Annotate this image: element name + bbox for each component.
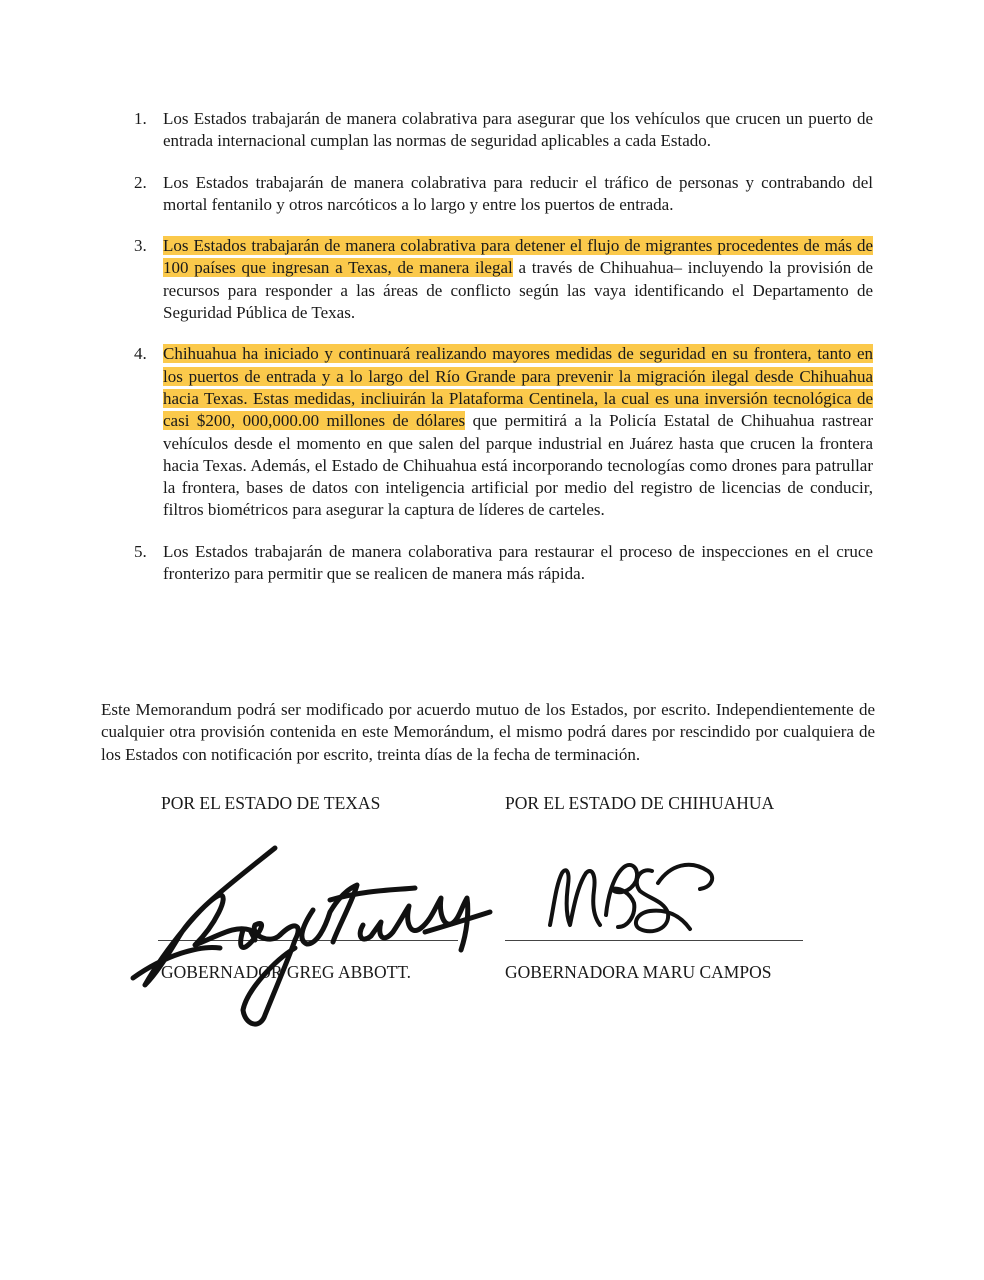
clause-text: Los Estados trabajarán de manera colabrativa para reducir el tráfico de personas y contrabando del mortal fentanilo y otros narcóticos a lo largo y entre los puertos de entrada. (163, 172, 873, 214)
closing-paragraph: Este Memorandum podrá ser modificado por acuerdo mutuo de los Estados, por escrito. Independientemente de cualquier otra provisión contenida en este Memorándum, el mismo podrá dares por rescindido por cualquiera de los Estados con notificación por escrito, treinta días de la fecha de terminación. (101, 700, 875, 764)
clause-number: 4. (134, 344, 147, 364)
abbott-signature-image (125, 840, 505, 1030)
clause-item-1 (134, 108, 876, 153)
clause-item-2 (134, 172, 876, 217)
clause-list (134, 108, 876, 604)
clause-text: a través de Chihuahua– incluyendo la provisión de recursos para responder a las áreas de conflicto según las vaya identificando el Departamento de Seguridad Pública de Texas. (163, 258, 873, 323)
clause-number: 3. (134, 236, 147, 256)
clause-number: 2. (134, 172, 147, 192)
texas-signer-name: GOBERNADOR GREG ABBOTT. (161, 962, 412, 982)
clause-text: que permitirá a la Policía Estatal de Chihuahua rastrear vehículos desde el momento en que salen del parque industrial en Juárez hasta que crucen la frontera hacia Texas. Además, el Estado de Chihuahua está incorporando tecnologías como drones para patrullar la frontera, bases de datos con inteligencia artificial por medio del registro de licencias de conducir, filtros biométricos para asegurar la captura de líderes de carteles. (163, 411, 874, 520)
clause-body (163, 235, 873, 324)
clause-item-3 (134, 235, 876, 324)
clause-number: 1. (134, 109, 147, 128)
clause-text: Los Estados trabajarán de manera colaborativa para restaurar el proceso de inspecciones en el cruce fronterizo para permitir que se realicen de manera más rápida. (163, 541, 873, 584)
clause-body (163, 343, 873, 521)
campos-signature-image (540, 845, 720, 945)
clause-item-4 (134, 343, 876, 521)
chihuahua-signer-name: GOBERNADORA MARU CAMPOS (505, 962, 772, 982)
highlighted-text: Los Estados trabajarán de manera colabrativa para detener el flujo de migrantes procedentes de más de 100 países que ingresan a Texas, de manera ilegal (163, 236, 873, 278)
highlighted-text: Chihuahua ha iniciado y continuará realizando mayores medidas de seguridad en su frontera, tanto en los puertos de entrada y a lo largo del Río Grande para prevenir la migración ilegal desde Chihuahua hacia Texas. Estas medidas, incliuirán la Plataforma Centinela, la cual es una inversión tecnológica de casi $200, 000,000.00 millones de dólares (163, 344, 873, 431)
clause-number: 5. (134, 541, 147, 561)
clause-item-5 (134, 541, 876, 586)
clause-text: Los Estados trabajarán de manera colabrativa para asegurar que los vehículos que crucen un puerto de entrada internacional cumplan las normas de seguridad aplicables a cada Estado. (163, 109, 873, 151)
texas-signature-title: POR EL ESTADO DE TEXAS (161, 793, 381, 813)
chihuahua-signature-title: POR EL ESTADO DE CHIHUAHUA (505, 793, 775, 813)
